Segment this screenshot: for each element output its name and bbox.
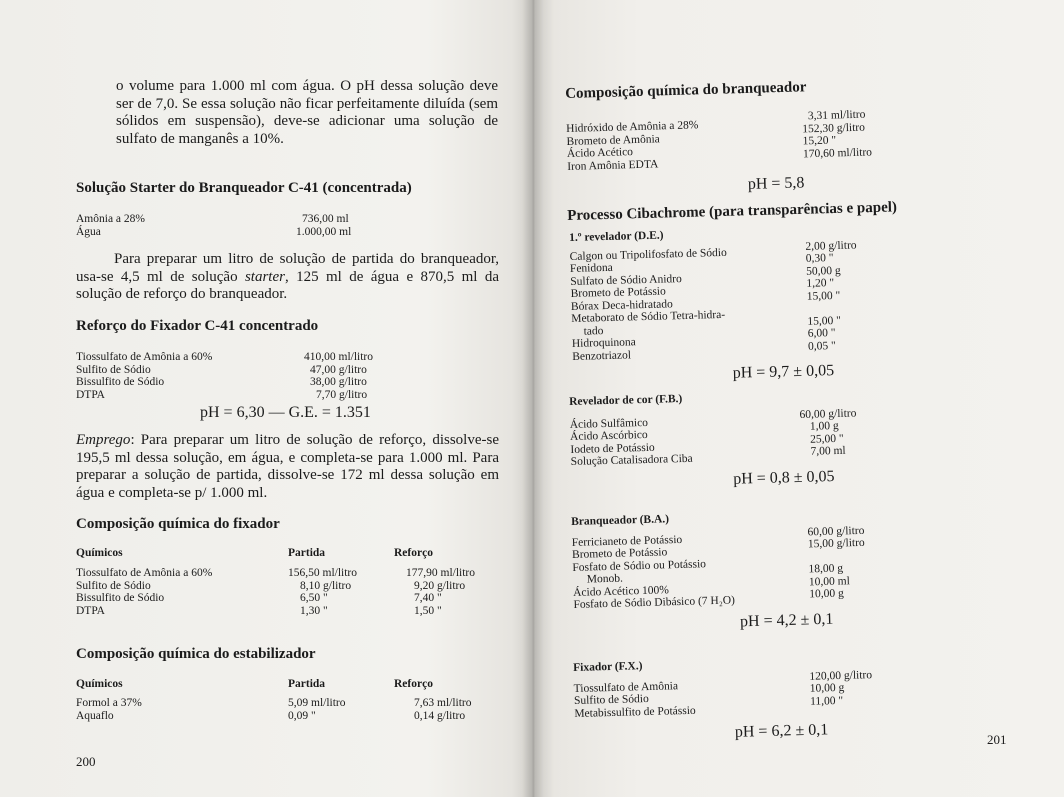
ingredient-name: Amônia a 28% (76, 213, 145, 225)
ingredient-name: Hidroquinona (571, 336, 636, 350)
column-header: Reforço (394, 547, 433, 559)
ingredient-name: Brometo de Amônia (566, 132, 660, 148)
fixador-heading: Composição química do fixador (76, 516, 280, 532)
ingredient-value: 50,00 g (805, 264, 841, 278)
starter-text-b: , 125 ml de água e 870,5 ml da solução de reforço do branqueador. (76, 268, 499, 302)
reforco-value: 177,90 ml/litro (406, 567, 475, 579)
ingredient-name: tado (583, 324, 604, 338)
cor-block (569, 388, 891, 493)
reforco-table (76, 351, 496, 401)
ingredient-value: 47,00 g/litro (310, 363, 367, 376)
page-number: 201 (987, 732, 1007, 747)
ingredient-value: 3,31 ml/litro (807, 108, 866, 123)
partida-value: 8,10 g/litro (300, 579, 352, 592)
ingredient-value: 6,00 " (807, 327, 836, 340)
ingredient-value: 736,00 ml (302, 213, 349, 225)
ingredient-value: 2,00 g/litro (805, 238, 857, 253)
table-row (76, 351, 496, 364)
ingredient-name: DTPA (76, 604, 105, 617)
column-header: Químicos (76, 547, 123, 559)
ingredient-value: 15,00 g/litro (807, 536, 865, 551)
reforco-value: 7,40 " (414, 592, 442, 604)
branq-ba-block (571, 507, 894, 635)
ingredient-name: Fenidona (569, 261, 613, 275)
table-row (76, 376, 496, 389)
page-number: 200 (76, 754, 96, 769)
ingredient-name: Ácido Acético (566, 146, 634, 160)
starter-text-a: Para preparar um litro de solução de partida do branqueador, usa-se 4,5 ml de solução (76, 251, 499, 285)
ingredient-name: Sulfito de Sódio (573, 693, 649, 707)
branq-ba-table (571, 524, 894, 612)
fixador-fx-heading: Fixador (F.X.) (573, 660, 643, 674)
emprego-label: Emprego (76, 432, 131, 448)
reforco-ph: pH = 6,30 — G.E. = 1.351 (200, 404, 371, 421)
ingredient-value: 152,30 g/litro (802, 121, 866, 135)
column-header: Partida (288, 547, 326, 559)
cor-ph: pH = 0,8 ± 0,05 (732, 467, 835, 488)
fixador-fx-block (573, 654, 895, 746)
ingredient-value: 15,00 " (806, 289, 841, 303)
ingredient-name: Aquaflo (76, 709, 114, 722)
ingredient-name: DTPA (76, 388, 105, 401)
ingredient-value: 7,00 ml (810, 444, 846, 458)
ingredient-value: 0,30 " (805, 252, 834, 265)
reforco-value: 0,14 g/litro (414, 709, 466, 722)
table-row (76, 389, 496, 402)
starter-text-italic: starter (244, 268, 285, 285)
ingredient-name: Formol a 37% (76, 697, 142, 709)
ingredient-value: 0,05 " (807, 339, 836, 353)
branq-ba-heading: Branqueador (B.A.) (571, 513, 670, 528)
revelador-heading: 1.º revelador (D.E.) (569, 229, 664, 244)
fixador-table (76, 567, 506, 617)
ingredient-value: 10,00 ml (808, 574, 850, 588)
ingredient-value: 38,00 g/litro (310, 376, 367, 388)
table-row (76, 605, 506, 618)
estabilizador-heading: Composição química do estabilizador (76, 646, 316, 662)
reforco-heading: Reforço do Fixador C-41 concentrado (76, 318, 319, 334)
right-page (533, 0, 1064, 797)
column-header: Químicos (76, 678, 123, 690)
ingredient-name: Calgon ou Tripolifosfato de Sódio (569, 246, 727, 263)
emprego-paragraph (76, 432, 499, 502)
branqueador-block (565, 77, 898, 199)
table-row (76, 567, 506, 580)
emprego-text: : Para preparar um litro de solução de reforço, dissolve-se 195,5 ml dessa solução, em água, e completa-se para 1.000 ml. Para preparar a solução de partida, dissolve-se 172 ml dessa solução em água e completa-se p/ 1.000 ml. (76, 432, 499, 501)
branqueador-heading: Composição química do branqueador (565, 79, 807, 102)
ingredient-name: Monob. (586, 572, 624, 586)
ingredient-value: 410,00 ml/litro (304, 351, 373, 363)
ingredient-name: Iron Amônia EDTA (567, 157, 659, 173)
ingredient-name: Metabissulfito de Potássio (574, 704, 696, 720)
ingredient-value: 1,20 " (806, 277, 835, 290)
ingredient-name: Fosfato de Sódio Dibásico (7 H₂O) (573, 594, 736, 611)
estabilizador-table (76, 697, 506, 722)
ingredient-value: 25,00 " (810, 432, 844, 446)
ingredient-name: Bissulfito de Sódio (76, 592, 165, 604)
table-row (76, 592, 506, 605)
partida-value: 1,30 " (300, 604, 328, 617)
book-gutter (522, 0, 544, 797)
ingredient-value: 15,20 " (802, 134, 837, 148)
ingredient-name: Tiossulfato de Amônia a 60% (76, 351, 213, 363)
starter-table (76, 213, 496, 238)
ingredient-name: Solução Catalisadora Ciba (570, 452, 693, 468)
table-row (76, 580, 506, 593)
ingredient-name: Fosfato de Sódio ou Potássio (572, 557, 707, 574)
table-row (76, 697, 506, 710)
ingredient-name: Sulfito de Sódio (76, 363, 151, 376)
partida-value: 6,50 " (300, 592, 328, 604)
ingredient-name: Brometo de Potássio (571, 546, 668, 561)
ingredient-value: 60,00 g/litro (799, 406, 857, 421)
fixador-fx-table (573, 668, 895, 720)
intro-text: o volume para 1.000 ml com água. O pH dessa solução deve ser de 7,0. Se essa solução não ficar perfeitamente diluída (sem sólidos em suspensão), deve-se adicionar uma solução de sulfato de manganês a 10%. (116, 78, 498, 147)
ingredient-value: 18,00 g (808, 562, 844, 576)
estabilizador-table-header (76, 678, 506, 692)
ingredient-value: 120,00 g/litro (809, 668, 873, 683)
fixador-fx-ph: pH = 6,2 ± 0,1 (734, 721, 829, 741)
intro-paragraph (116, 78, 498, 148)
ingredient-value: 15,00 " (807, 314, 842, 328)
branqueador-table (566, 108, 897, 173)
ingredient-name: Sulfato de Sódio Anidro (570, 272, 682, 288)
ingredient-name: Iodeto de Potássio (570, 441, 655, 456)
ingredient-name: Água (76, 225, 101, 238)
ingredient-name: Ferricianeto de Potássio (571, 533, 683, 549)
ingredient-value: 1,00 g (809, 419, 839, 433)
table-row (76, 364, 496, 377)
ingredient-value: 7,70 g/litro (316, 388, 368, 401)
ingredient-value: 10,00 g (809, 681, 845, 695)
column-header: Reforço (394, 678, 433, 690)
ingredient-name: Brometo de Potássio (570, 285, 666, 300)
ingredient-name: Ácido Sulfâmico (569, 416, 649, 431)
starter-paragraph (76, 251, 499, 304)
revelador-block (569, 224, 893, 387)
ingredient-name: Hidróxido de Amônia a 28% (566, 119, 699, 135)
ingredient-name: Ácido Acético 100% (572, 583, 670, 599)
ingredient-name: Sulfito de Sódio (76, 579, 151, 592)
cor-table (569, 406, 891, 468)
branq-ba-ph: pH = 4,2 ± 0,1 (739, 610, 834, 630)
fixador-table-header (76, 547, 506, 561)
ingredient-value: 170,60 ml/litro (802, 145, 873, 160)
partida-value: 5,09 ml/litro (288, 697, 346, 709)
ingredient-value: 10,00 g (809, 587, 844, 601)
ingredient-value: 60,00 g/litro (807, 524, 865, 538)
ingredient-name: Tiossulfato de Amônia a 60% (76, 567, 213, 579)
ingredient-value: 1.000,00 ml (296, 225, 352, 238)
ingredient-name: Ácido Ascórbico (569, 428, 648, 443)
ingredient-name: Bórax Deca-hidratado (570, 297, 673, 313)
starter-heading: Solução Starter do Branqueador C-41 (concentrada) (76, 180, 412, 196)
table-row (76, 710, 506, 723)
partida-value: 0,09 " (288, 709, 316, 722)
ingredient-value: 11,00 " (809, 694, 844, 708)
revelador-ph: pH = 9,7 ± 0,05 (732, 362, 835, 382)
ingredient-name: Bissulfito de Sódio (76, 376, 165, 388)
partida-value: 156,50 ml/litro (288, 567, 357, 579)
reforco-value: 1,50 " (414, 604, 442, 617)
ingredient-name: Tiossulfato de Amônia (573, 679, 679, 695)
column-header: Partida (288, 678, 326, 690)
reforco-value: 7,63 ml/litro (414, 697, 472, 709)
cibachrome-heading: Processo Cibachrome (para transparências e papel) (567, 199, 898, 224)
table-row (76, 226, 496, 239)
revelador-table (569, 238, 892, 363)
table-row (76, 213, 496, 226)
reforco-value: 9,20 g/litro (414, 579, 466, 592)
branqueador-ph: pH = 5,8 (747, 174, 805, 193)
ingredient-name: Benzotriazol (572, 348, 632, 363)
ingredient-name: Metaborato de Sódio Tetra-hidra- (571, 308, 726, 325)
cor-heading: Revelador de cor (F.B.) (569, 393, 683, 408)
